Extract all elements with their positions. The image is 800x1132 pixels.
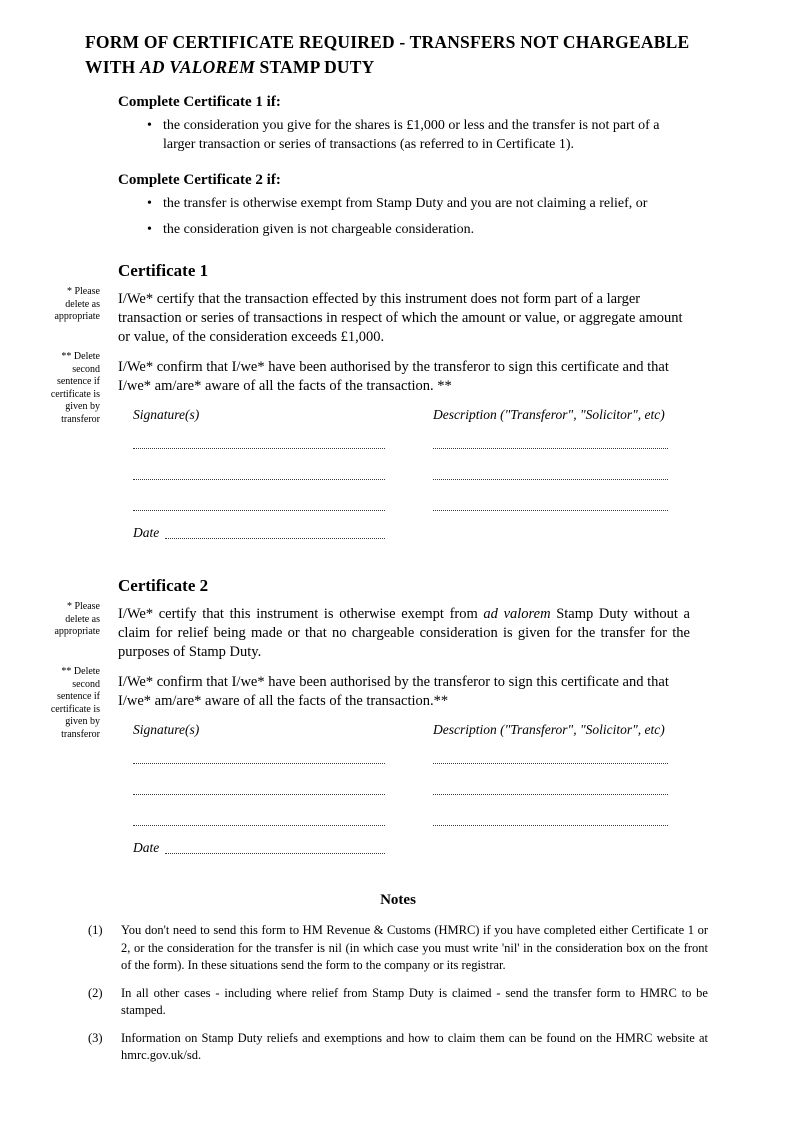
ad-valorem-italic: ad valorem: [483, 606, 551, 622]
margin-note-delete-second-sentence: ** Delete second sentence if certificate is given by transferor: [50, 351, 100, 425]
title-line2-post: STAMP DUTY: [254, 57, 375, 77]
margin-note-delete-as-appropriate: * Please delete as appropriate: [54, 286, 100, 322]
margin-note-delete-as-appropriate: * Please delete as appropriate: [54, 601, 100, 637]
description-line[interactable]: [433, 795, 668, 826]
note-text: You don't need to send this form to HM Revenue & Customs (HMRC) if you have completed either Certificate 1 or 2, or the consideration for the transfer is nil (in which case you must write 'nil' in the consideration box on the front of the form). In these situations send the form to the company or its registrar.: [121, 923, 708, 972]
certificate-1-section: [0, 260, 800, 542]
signature-line[interactable]: [133, 480, 385, 511]
note-item-3: [88, 1030, 708, 1065]
signatures-column-label: Signature(s): [133, 722, 200, 737]
certificate-1-paragraph-2: I/We* confirm that I/we* have been authorised by the transferor to sign this certificate and that I/we* am/are* aware of all the facts of the transaction. **: [118, 359, 669, 394]
complete-certificate-1-heading: Complete Certificate 1 if:: [118, 94, 281, 110]
note-text: Information on Stamp Duty reliefs and exemptions and how to claim them can be found on the HMRC website at hmrc.gov.uk/sd.: [121, 1030, 708, 1062]
certificate-2-signature-block: [133, 721, 668, 857]
bullet-icon: •: [147, 196, 152, 211]
note-item-1: [88, 922, 708, 975]
date-line[interactable]: [165, 839, 385, 854]
note-text: In all other cases - including where relief from Stamp Duty is claimed - send the transfer form to HMRC to be stamped.: [121, 985, 708, 1017]
bullet-icon: •: [147, 118, 152, 133]
description-line[interactable]: [433, 449, 668, 480]
certificate-2-section: [0, 575, 800, 857]
description-line[interactable]: [433, 764, 668, 795]
note-number: (2): [88, 985, 103, 1000]
bullet-icon: •: [147, 222, 152, 237]
title-line1: FORM OF CERTIFICATE REQUIRED - TRANSFERS NOT CHARGEABLE: [85, 32, 690, 52]
signature-line[interactable]: [133, 795, 385, 826]
signature-line[interactable]: [133, 449, 385, 480]
note-item-2: [88, 985, 708, 1020]
bullet-text: the consideration you give for the shares is £1,000 or less and the transfer is not part of a larger transaction or series of transactions (as referred to in Certificate 1).: [163, 118, 660, 152]
date-line[interactable]: [165, 524, 385, 539]
certificate-2-heading: Certificate 2: [118, 576, 209, 595]
signature-line[interactable]: [133, 764, 385, 795]
intro-section: [0, 93, 800, 239]
description-column-label: Description ("Transferor", "Solicitor", etc): [433, 407, 665, 422]
certificate-1-paragraph-1: I/We* certify that the transaction effected by this instrument does not form part of a larger transaction or series of transactions in respect of which the amount or value, or aggregate amount or value, of the consideration exceeds £1,000.: [118, 291, 683, 345]
title-line2-pre: WITH: [85, 57, 140, 77]
list-item: [118, 194, 690, 213]
notes-heading: Notes: [380, 892, 416, 908]
certificate-2-paragraph-1: [118, 605, 690, 662]
list-item: [118, 116, 690, 154]
date-label: Date: [133, 525, 160, 540]
note-number: (3): [88, 1030, 103, 1045]
paragraph-text: I/We* certify that this instrument is otherwise exempt from: [118, 606, 484, 622]
note-number: (1): [88, 923, 103, 937]
title-line2-italic: AD VALOREM: [139, 57, 255, 77]
description-line[interactable]: [433, 480, 668, 511]
margin-note-delete-second-sentence: ** Delete second sentence if certificate is given by transferor: [50, 666, 100, 740]
description-column-label: Description ("Transferor", "Solicitor", etc): [433, 722, 665, 737]
signatures-column-label: Signature(s): [133, 407, 200, 422]
date-label: Date: [133, 840, 160, 855]
signature-line[interactable]: [133, 739, 385, 764]
certificate-1-heading: Certificate 1: [118, 261, 209, 280]
description-line[interactable]: [433, 739, 668, 764]
signature-line[interactable]: [133, 424, 385, 449]
list-item: [118, 220, 690, 239]
page-title: [0, 0, 800, 80]
notes-section: [88, 891, 708, 1065]
description-line[interactable]: [433, 424, 668, 449]
certificate-1-signature-block: [133, 406, 668, 542]
certificate-2-paragraph-2: I/We* confirm that I/we* have been authorised by the transferor to sign this certificate and that I/we* am/are* aware of all the facts of the transaction.**: [118, 674, 669, 709]
complete-certificate-2-heading: Complete Certificate 2 if:: [118, 172, 281, 188]
paragraph-text: Stamp Duty without a claim for relief being made or that no chargeable consideration is given for the transfer for the purposes of Stamp Duty.: [118, 606, 690, 660]
bullet-text: the transfer is otherwise exempt from Stamp Duty and you are not claiming a relief, or: [163, 196, 648, 211]
bullet-text: the consideration given is not chargeable consideration.: [163, 222, 475, 237]
